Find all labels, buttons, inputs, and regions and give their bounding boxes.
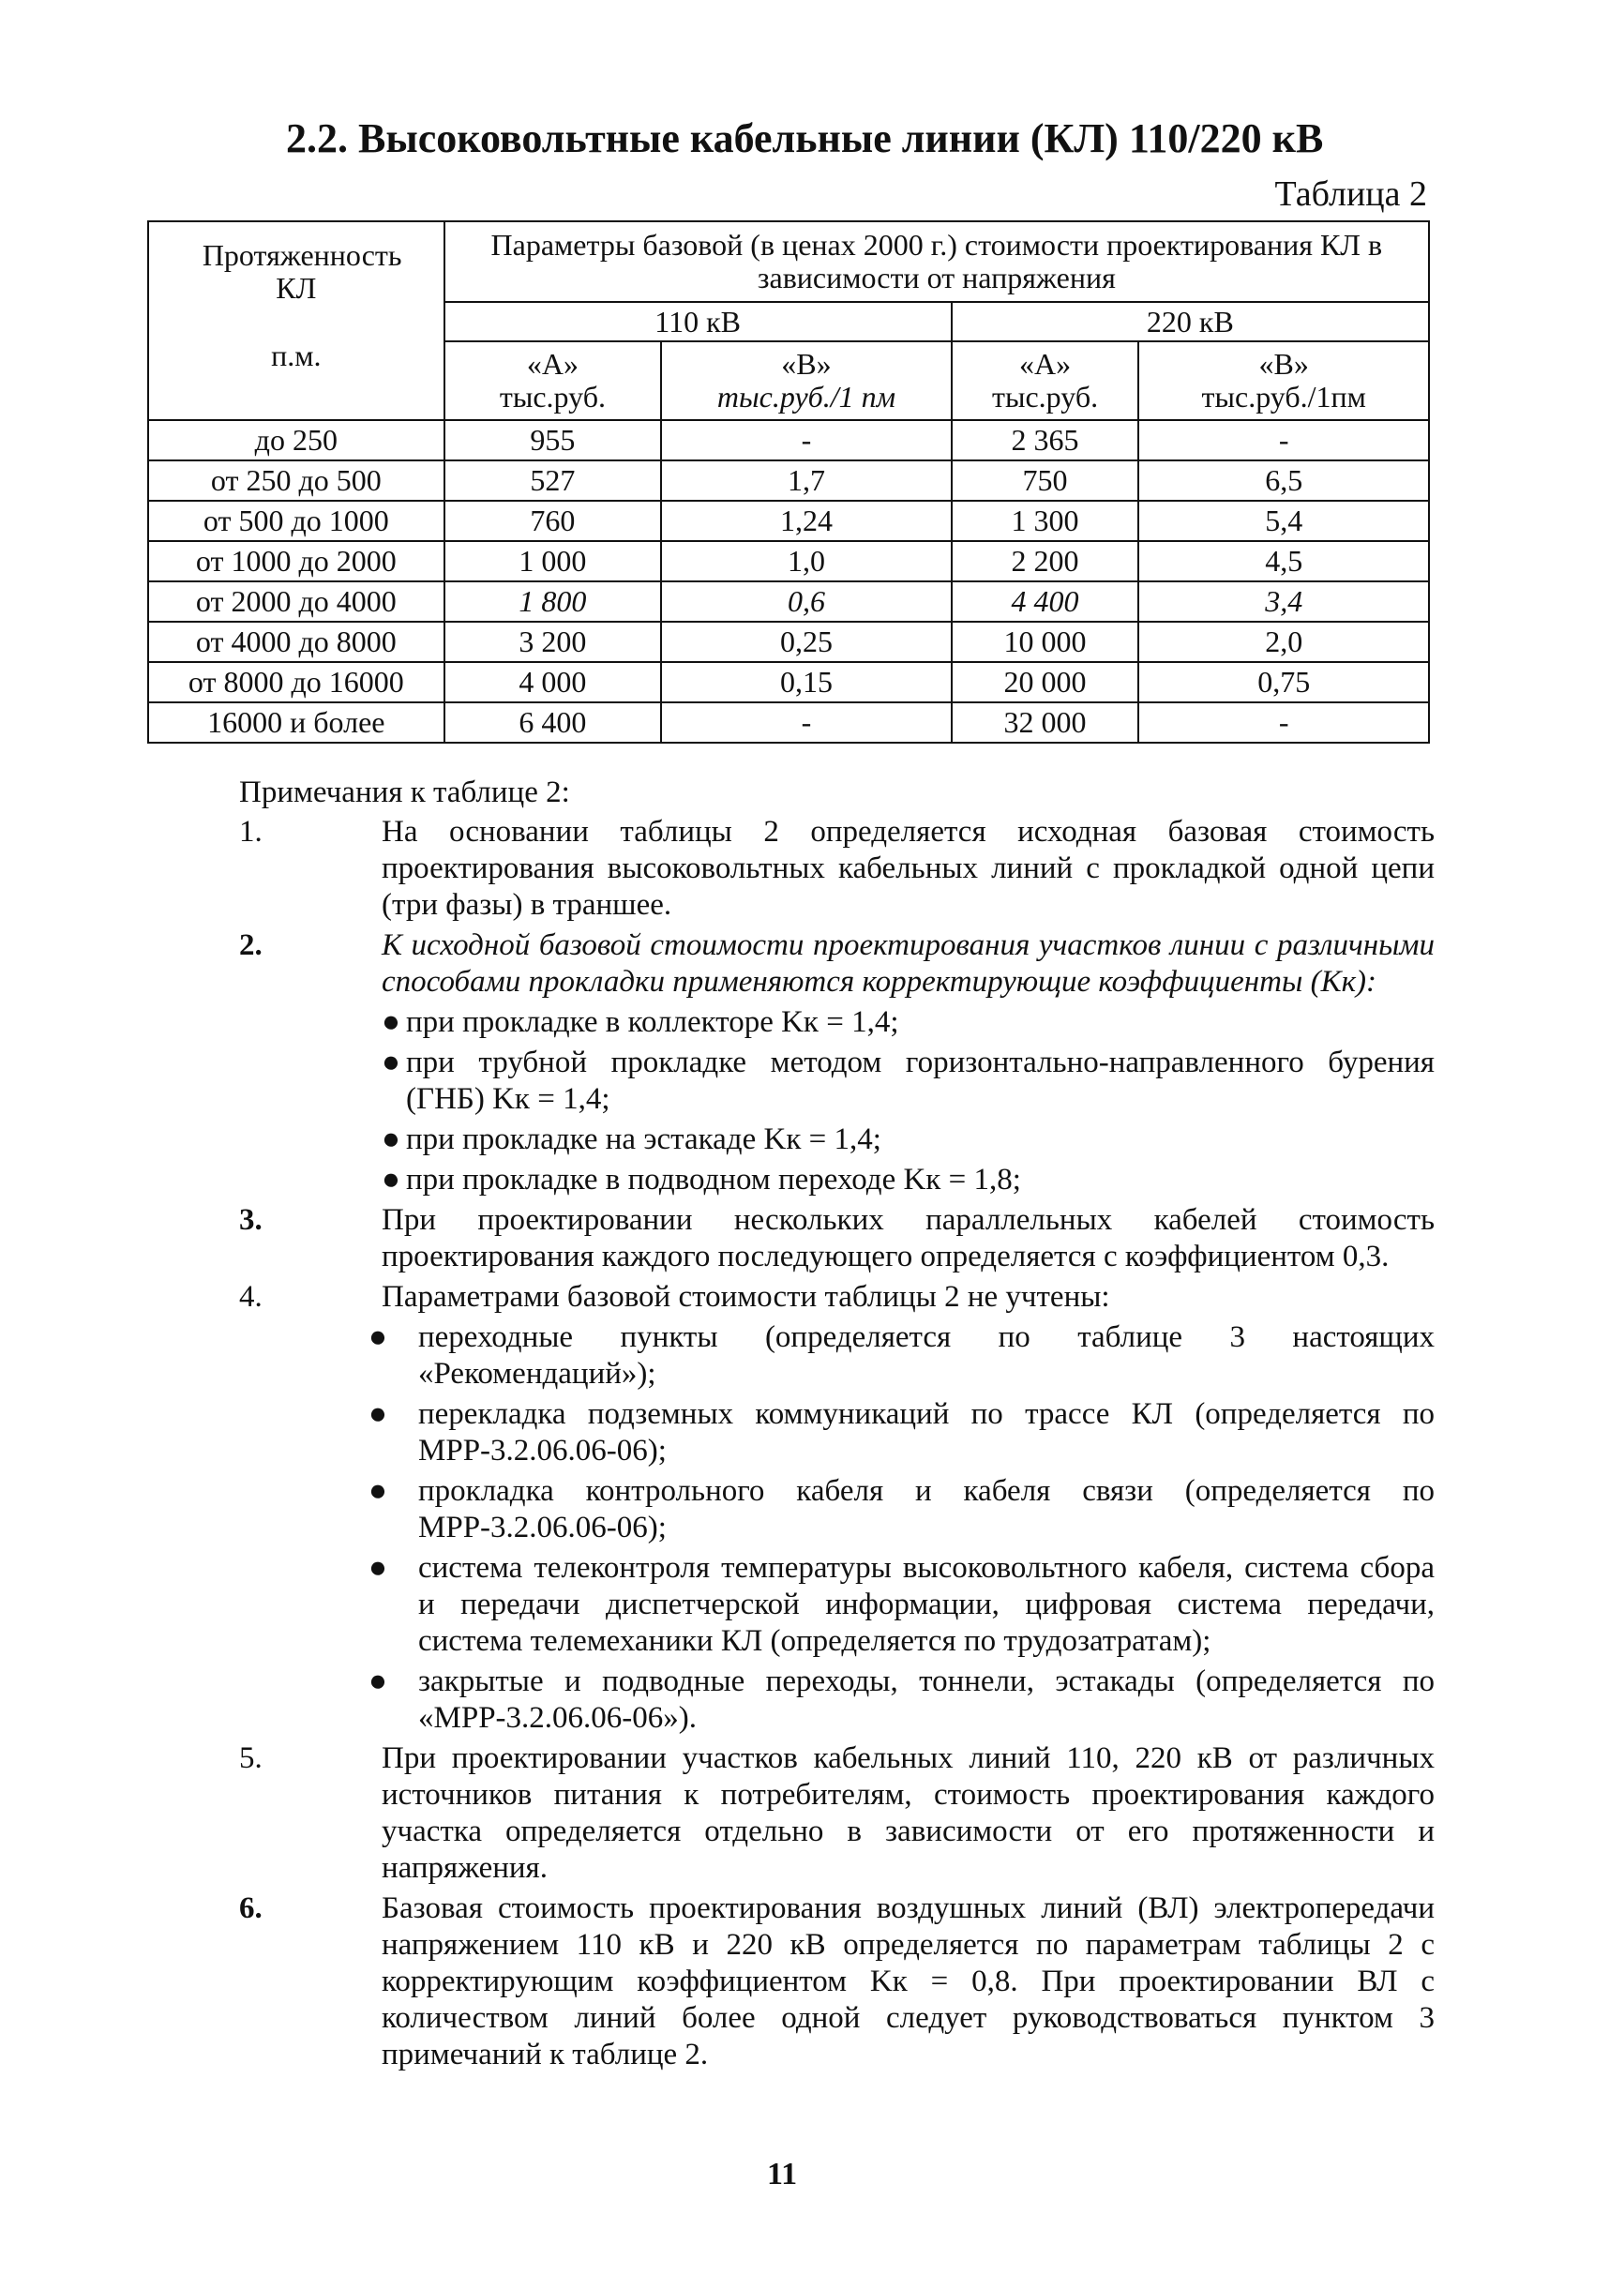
table-row	[148, 702, 1429, 743]
cell-a-220: 4 400	[952, 581, 1139, 622]
header-length-label: Протяженность КЛ	[202, 238, 402, 305]
cell-b-110: -	[661, 420, 951, 460]
cell-b-110: 0,15	[661, 662, 951, 702]
cell-b-220: -	[1138, 702, 1429, 743]
note-number: 3.	[239, 1203, 263, 1237]
bullet-icon: ●	[382, 1163, 400, 1197]
note-4-list	[370, 1319, 1435, 1737]
note-5	[239, 1740, 1435, 1887]
header-a-110-l1: «А»	[526, 347, 579, 382]
cell-b-110: 1,7	[661, 460, 951, 501]
cell-a-110: 1 000	[444, 541, 662, 581]
table-row	[148, 420, 1429, 460]
header-b-220-l1: «В»	[1258, 347, 1309, 382]
bullet-icon: ●	[382, 1005, 400, 1039]
cell-length: от 8000 до 16000	[148, 662, 444, 702]
header-b-110	[661, 341, 951, 420]
cell-a-220: 32 000	[952, 702, 1139, 743]
header-b-110-l1: «В»	[781, 347, 832, 382]
table-row	[148, 501, 1429, 541]
cell-a-110: 3 200	[444, 622, 662, 662]
header-b-220-l2: тыс.руб./1пм	[1201, 380, 1366, 414]
cell-length: от 2000 до 4000	[148, 581, 444, 622]
cell-b-220: 0,75	[1138, 662, 1429, 702]
bullet-icon: ●	[368, 1664, 387, 1698]
cell-b-220: 2,0	[1138, 622, 1429, 662]
table-label: Таблица 2	[1274, 174, 1427, 214]
cell-a-110: 4 000	[444, 662, 662, 702]
cell-b-110: -	[661, 702, 951, 743]
cell-a-110: 955	[444, 420, 662, 460]
cell-b-110: 1,24	[661, 501, 951, 541]
cell-a-110: 527	[444, 460, 662, 501]
cell-a-110: 760	[444, 501, 662, 541]
cell-b-220: 6,5	[1138, 460, 1429, 501]
header-a-110	[444, 341, 662, 420]
cost-table	[147, 220, 1430, 744]
note-number: 2.	[239, 928, 263, 962]
note-number: 4.	[239, 1280, 263, 1314]
header-params: Параметры базовой (в ценах 2000 г.) стоимости проектирования КЛ в зависимости от напряжения	[444, 221, 1429, 302]
note-text: На основании таблицы 2 определяется исходная базовая стоимость проектирования высоковольтных кабельных линий с прокладкой одной цепи (три фазы) в траншее.	[382, 815, 1435, 922]
note-number: 1.	[239, 815, 263, 849]
note-number: 5.	[239, 1741, 263, 1775]
bullet-icon: ●	[368, 1320, 387, 1354]
notes-title: Примечания к таблице 2:	[239, 776, 570, 809]
note-1	[239, 814, 1435, 924]
list-item: ● переходные пункты (определяется по таблице 3 настоящих «Рекомендаций»);	[368, 1320, 1435, 1391]
note-2-list	[382, 1004, 1435, 1198]
cell-a-220: 1 300	[952, 501, 1139, 541]
note-text: Параметрами базовой стоимости таблицы 2 не учтены:	[382, 1280, 1110, 1314]
table-row	[148, 541, 1429, 581]
note-text: К исходной базовой стоимости проектирования участков линии с различными способами прокладки применяются корректирующие коэффициенты (Kк):	[382, 928, 1435, 999]
table-row	[148, 581, 1429, 622]
note-3	[239, 1202, 1435, 1275]
notes-section	[239, 775, 1435, 2077]
header-length-unit: п.м.	[271, 339, 322, 373]
list-item: ● система телеконтроля температуры высоковольтного кабеля, система сбора и передачи диспетчерской информации, цифровая система передачи, система телемеханики КЛ (определяется по трудозатратам);	[368, 1551, 1435, 1658]
note-6	[239, 1890, 1435, 2073]
bullet-icon: ●	[382, 1122, 400, 1156]
cell-length: до 250	[148, 420, 444, 460]
table-row	[148, 460, 1429, 501]
cell-b-110: 0,25	[661, 622, 951, 662]
bullet-icon: ●	[368, 1397, 387, 1431]
note-4	[239, 1279, 1435, 1316]
list-item: ● перекладка подземных коммуникаций по трассе КЛ (определяется по МРР-3.2.06.06-06);	[368, 1397, 1435, 1468]
note-2	[239, 927, 1435, 1001]
cell-a-110: 1 800	[444, 581, 662, 622]
cell-a-220: 2 365	[952, 420, 1139, 460]
header-220kv: 220 кВ	[952, 302, 1429, 341]
cell-length: 16000 и более	[148, 702, 444, 743]
cell-b-220: -	[1138, 420, 1429, 460]
cell-b-220: 3,4	[1138, 581, 1429, 622]
cell-a-220: 10 000	[952, 622, 1139, 662]
table-row	[148, 622, 1429, 662]
note-text: При проектировании нескольких параллельных кабелей стоимость проектирования каждого последующего определяется с коэффициентом 0,3.	[382, 1203, 1435, 1273]
cell-a-110: 6 400	[444, 702, 662, 743]
cell-a-220: 20 000	[952, 662, 1139, 702]
note-text: При проектировании участков кабельных линий 110, 220 кВ от различных источников питания к потребителям, стоимость проектирования каждого участка определяется отдельно в зависимости от его протяженности и напряжения.	[382, 1741, 1435, 1885]
section-title: 2.2. Высоковольтные кабельные линии (КЛ) 110/220 кВ	[286, 115, 1324, 161]
list-item: ● при прокладке в коллекторе Kк = 1,4;	[382, 1005, 899, 1039]
cell-length: от 1000 до 2000	[148, 541, 444, 581]
note-text: Базовая стоимость проектирования воздушных линий (ВЛ) электропередачи напряжением 110 кВ и 220 кВ определяется по параметрам таблицы 2 с корректирующим коэффициентом Kк = 0,8. При проектировании ВЛ с количеством линий более одной следует руководствоваться пунктом 3 примечаний к таблице 2.	[382, 1891, 1435, 2071]
bullet-icon: ●	[382, 1046, 400, 1079]
header-b-110-l2: тыс.руб./1 пм	[716, 380, 896, 414]
cell-b-220: 4,5	[1138, 541, 1429, 581]
header-length	[148, 221, 444, 420]
header-a-110-l2: тыс.руб.	[499, 380, 606, 414]
bullet-icon: ●	[368, 1474, 387, 1508]
header-110kv: 110 кВ	[444, 302, 952, 341]
header-b-220	[1138, 341, 1429, 420]
cell-b-220: 5,4	[1138, 501, 1429, 541]
list-item: ● прокладка контрольного кабеля и кабеля связи (определяется по МРР-3.2.06.06-06);	[368, 1474, 1435, 1544]
cell-a-220: 750	[952, 460, 1139, 501]
note-number: 6.	[239, 1891, 263, 1925]
page-number: 11	[767, 2157, 798, 2191]
list-item: ● при прокладке на эстакаде Kк = 1,4;	[382, 1122, 881, 1156]
cell-length: от 500 до 1000	[148, 501, 444, 541]
header-a-220-l1: «А»	[1018, 347, 1072, 382]
cell-b-110: 0,6	[661, 581, 951, 622]
cell-length: от 250 до 500	[148, 460, 444, 501]
bullet-icon: ●	[368, 1551, 387, 1585]
list-item: ● при трубной прокладке методом горизонтально-направленного бурения (ГНБ) Kк = 1,4;	[382, 1046, 1435, 1116]
table-row	[148, 662, 1429, 702]
header-a-220	[952, 341, 1139, 420]
list-item: ● при прокладке в подводном переходе Kк = 1,8;	[382, 1163, 1021, 1197]
list-item: ● закрытые и подводные переходы, тоннели, эстакады (определяется по «МРР-3.2.06.06-06»).	[368, 1664, 1435, 1735]
cell-length: от 4000 до 8000	[148, 622, 444, 662]
cell-b-110: 1,0	[661, 541, 951, 581]
cell-a-220: 2 200	[952, 541, 1139, 581]
header-a-220-l2: тыс.руб.	[991, 380, 1099, 414]
